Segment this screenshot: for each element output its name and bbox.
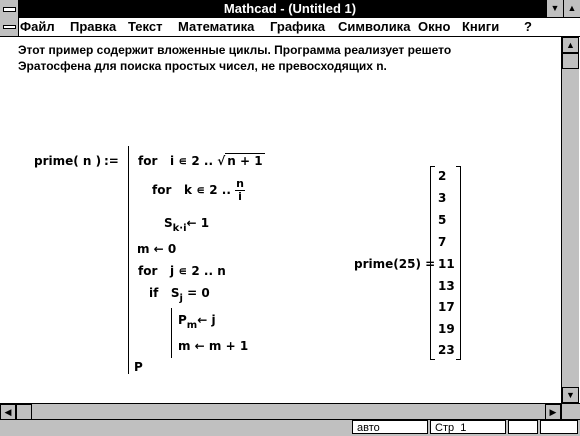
keyword-for: for	[138, 154, 158, 168]
document-control-icon[interactable]	[0, 18, 19, 36]
program-line-6[interactable]: if $S_j = 0$	[149, 286, 210, 304]
status-page: Стр 1	[430, 420, 506, 434]
scrollbar-corner	[561, 403, 580, 419]
program-line-4[interactable]: m ← 0	[137, 242, 177, 256]
menu-text[interactable]: Текст	[128, 19, 163, 34]
fraction: $\frac{n}{i}$	[236, 177, 244, 203]
menu-books[interactable]: Книги	[462, 19, 500, 34]
status-cell-extra1	[508, 420, 538, 434]
result-value: 2	[438, 169, 447, 183]
window-title: Mathcad - (Untitled 1)	[223, 1, 357, 16]
menu-graphics[interactable]: Графика	[270, 19, 326, 34]
result-value: 11	[438, 257, 455, 271]
keyword-for: for	[138, 264, 158, 278]
result-value: 13	[438, 279, 455, 293]
scroll-up-arrow-icon[interactable]: ▲	[562, 37, 579, 53]
menu-help[interactable]: ?	[524, 19, 532, 34]
result-value: 7	[438, 235, 447, 249]
program-bar-outer	[128, 146, 129, 374]
status-calc-mode: авто	[352, 420, 428, 434]
assign-operator: :=	[104, 154, 119, 168]
maximize-button[interactable]: ▲	[563, 0, 580, 17]
program-line-2[interactable]: for k ∊ 2 .. $\frac{n}{i}$	[152, 177, 244, 203]
program-line-9[interactable]: P	[134, 360, 143, 374]
intro-text-line1[interactable]: Этот пример содержит вложенные циклы. Программа реализует решето	[18, 43, 452, 57]
status-cell-extra2	[540, 420, 578, 434]
scroll-left-arrow-icon[interactable]: ◀	[0, 404, 16, 420]
program-bar-inner	[171, 308, 172, 358]
evaluation-call[interactable]: prime(25) =	[354, 257, 436, 271]
sqrt-radicand: n + 1	[227, 154, 263, 168]
result-value: 17	[438, 300, 455, 314]
vertical-scroll-thumb[interactable]	[562, 53, 579, 69]
menu-symbolic[interactable]: Символика	[338, 19, 411, 34]
program-line-3[interactable]: $S_{k\cdot i}\leftarrow$ 1	[164, 216, 210, 234]
keyword-for: for	[152, 183, 172, 197]
matrix-bracket-left	[430, 166, 435, 360]
result-value: 3	[438, 191, 447, 205]
result-value: 23	[438, 343, 455, 357]
menu-edit[interactable]: Правка	[70, 19, 117, 34]
keyword-if: if	[149, 286, 159, 300]
function-name[interactable]: prime( n )	[34, 154, 102, 168]
menu-math[interactable]: Математика	[178, 19, 255, 34]
minimize-button[interactable]: ▼	[546, 0, 563, 17]
program-line-7[interactable]: $P_m\leftarrow$ j	[178, 313, 216, 331]
result-value: 5	[438, 213, 447, 227]
horizontal-scrollbar[interactable]	[0, 403, 561, 420]
menu-file[interactable]: Файл	[20, 19, 55, 34]
vertical-scrollbar[interactable]	[561, 37, 579, 403]
result-value: 19	[438, 322, 455, 336]
program-line-1[interactable]: for i ∊ 2 .. √ n + 1	[138, 154, 263, 168]
scroll-right-arrow-icon[interactable]: ▶	[545, 404, 561, 420]
matrix-bracket-right	[456, 166, 461, 360]
program-line-5[interactable]: for j ∊ 2 .. n	[138, 264, 226, 278]
program-line-8[interactable]: m ← m + 1	[178, 339, 249, 353]
menu-window[interactable]: Окно	[418, 19, 451, 34]
intro-text-line2[interactable]: Эратосфена для поиска простых чисел, не превосходящих n.	[18, 59, 387, 73]
horizontal-scroll-thumb[interactable]	[16, 404, 32, 420]
sqrt-radical: √	[217, 154, 226, 168]
scroll-down-arrow-icon[interactable]: ▼	[562, 387, 579, 403]
